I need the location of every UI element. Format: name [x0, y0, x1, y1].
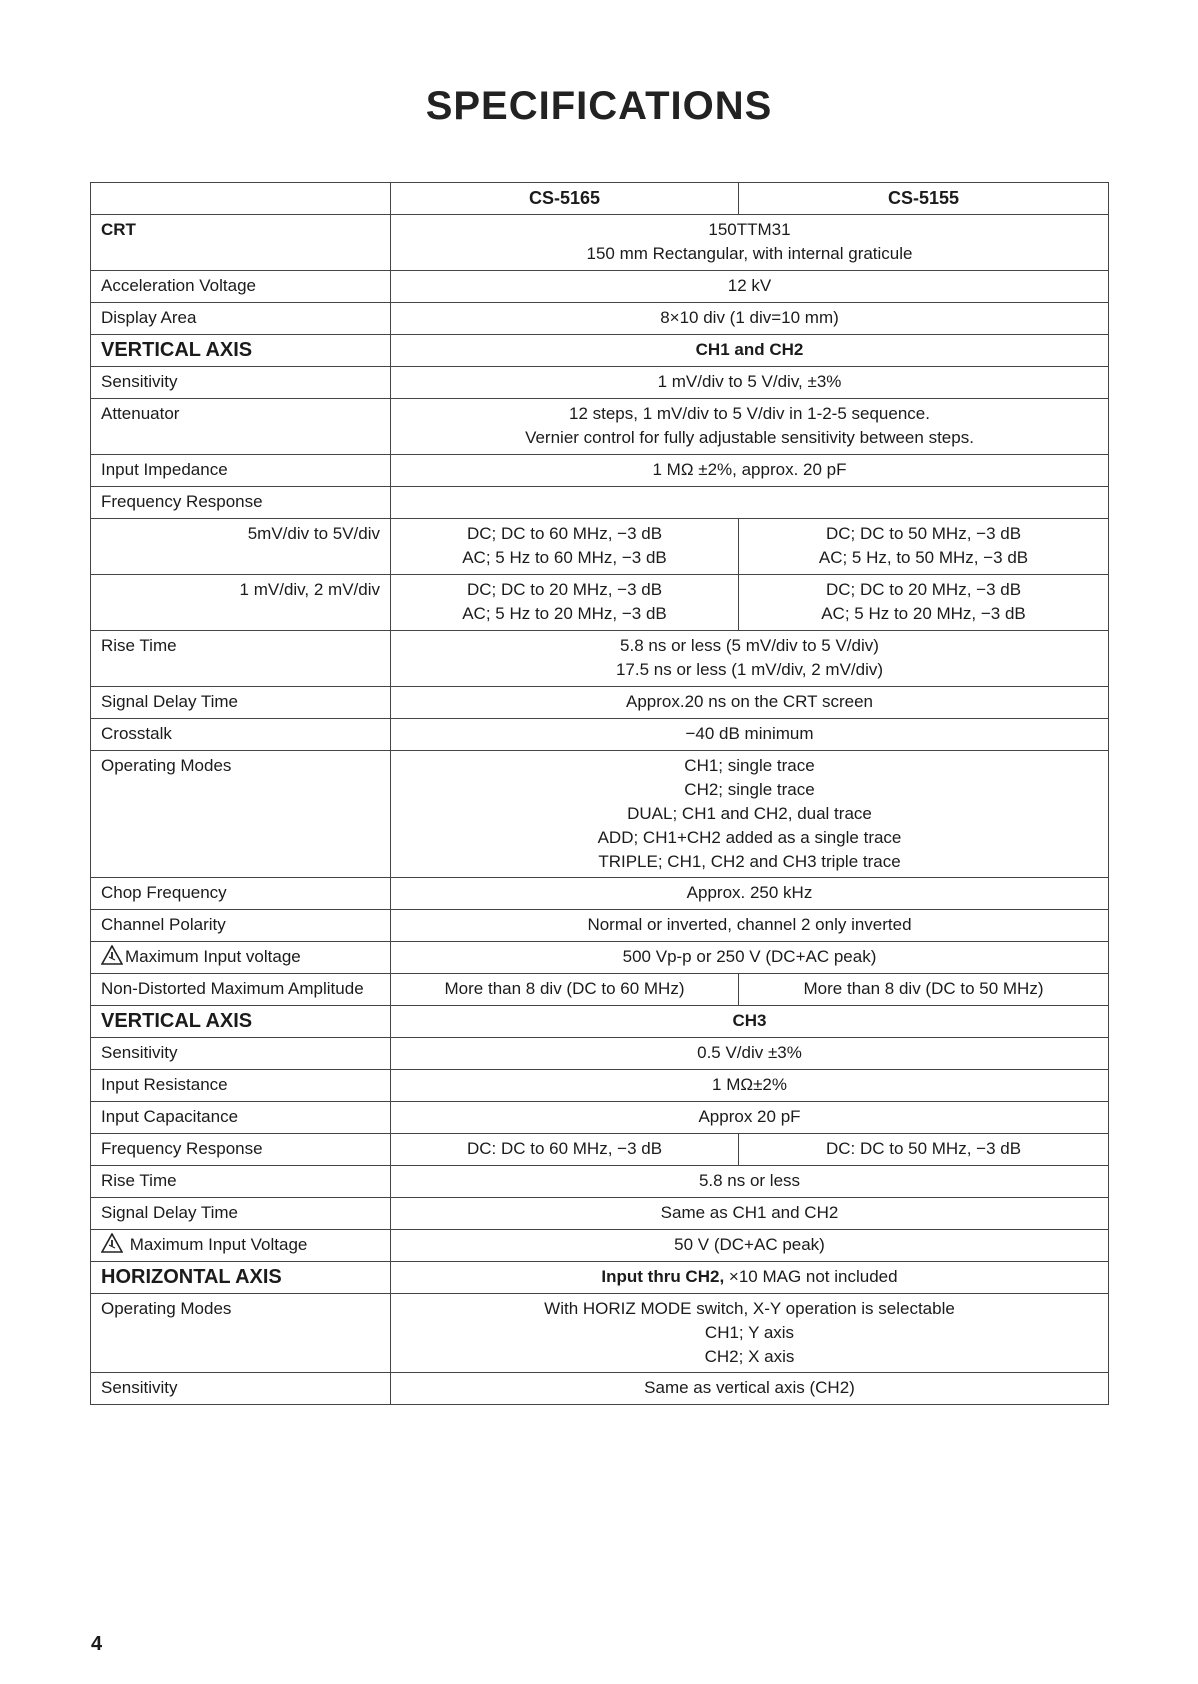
vertical-axis-heading: VERTICAL AXIS: [91, 335, 391, 367]
chop-frequency-value: Approx. 250 kHz: [391, 878, 1109, 910]
table-row: [91, 367, 1109, 399]
display-area-label: Display Area: [91, 303, 391, 335]
table-row: [91, 631, 1109, 687]
operating-mode-line: DUAL; CH1 and CH2, dual trace: [627, 804, 872, 823]
warning-icon: [101, 1233, 123, 1253]
rise-time-line-2: 17.5 ns or less (1 mV/div, 2 mV/div): [615, 660, 884, 679]
non-distorted-model-b: More than 8 div (DC to 50 MHz): [739, 974, 1109, 1006]
ch3-max-input-value: 50 V (DC+AC peak): [391, 1230, 1109, 1262]
page-title: SPECIFICATIONS: [425, 84, 773, 128]
table-row: [91, 575, 1109, 631]
table-row: [91, 1134, 1109, 1166]
table-row: [91, 215, 1109, 271]
horizontal-mode-line: CH2; X axis: [704, 1347, 795, 1366]
horizontal-sensitivity-label: Sensitivity: [91, 1373, 391, 1405]
attenuator-label: Attenuator: [91, 399, 391, 455]
freq-1mv-b-dc: DC; DC to 20 MHz, −3 dB: [825, 580, 1022, 599]
frequency-response-label: Frequency Response: [91, 487, 391, 519]
ch3-signal-delay-label: Signal Delay Time: [91, 1198, 391, 1230]
max-input-value: 500 Vp-p or 250 V (DC+AC peak): [391, 942, 1109, 974]
channel-polarity-label: Channel Polarity: [91, 910, 391, 942]
ch3-signal-delay-value: Same as CH1 and CH2: [391, 1198, 1109, 1230]
table-row: [91, 271, 1109, 303]
horizontal-axis-heading: HORIZONTAL AXIS: [91, 1262, 391, 1294]
table-row: [91, 1198, 1109, 1230]
freq-5mv-a-dc: DC; DC to 60 MHz, −3 dB: [466, 524, 663, 543]
freq-range-5mv-label: 5mV/div to 5V/div: [91, 519, 391, 575]
ch3-max-input-label: Maximum Input Voltage: [129, 1235, 308, 1254]
crt-line-2: 150 mm Rectangular, with internal graticule: [586, 244, 913, 263]
non-distorted-label: Non-Distorted Maximum Amplitude: [91, 974, 391, 1006]
table-row: [91, 719, 1109, 751]
model-b-header: CS-5155: [739, 183, 1109, 215]
freq-range-1mv-model-b: [739, 575, 1109, 631]
table-row: [91, 303, 1109, 335]
ch3-frequency-response-model-a: DC: DC to 60 MHz, −3 dB: [391, 1134, 739, 1166]
crt-value: [391, 215, 1109, 271]
sensitivity-value: 1 mV/div to 5 V/div, ±3%: [391, 367, 1109, 399]
specifications-table: [90, 182, 1109, 1405]
operating-modes-label: Operating Modes: [91, 751, 391, 878]
horizontal-operating-modes-value: [391, 1294, 1109, 1373]
vertical-ch3-channel: CH3: [391, 1006, 1109, 1038]
max-input-label-cell: [91, 942, 391, 974]
attenuator-line-2: Vernier control for fully adjustable sensitivity between steps.: [525, 428, 974, 447]
freq-1mv-a-dc: DC; DC to 20 MHz, −3 dB: [466, 580, 663, 599]
chop-frequency-label: Chop Frequency: [91, 878, 391, 910]
section-row: [91, 335, 1109, 367]
ch3-rise-time-value: 5.8 ns or less: [391, 1166, 1109, 1198]
table-row: [91, 878, 1109, 910]
rise-time-value: [391, 631, 1109, 687]
table-row: [91, 942, 1109, 974]
table-row: [91, 1070, 1109, 1102]
freq-range-5mv-model-b: [739, 519, 1109, 575]
attenuator-line-1: 12 steps, 1 mV/div to 5 V/div in 1-2-5 sequence.: [569, 404, 930, 423]
operating-mode-line: TRIPLE; CH1, CH2 and CH3 triple trace: [598, 852, 901, 871]
signal-delay-label: Signal Delay Time: [91, 687, 391, 719]
table-row: [91, 1294, 1109, 1373]
operating-mode-line: CH2; single trace: [684, 780, 815, 799]
freq-1mv-b-ac: AC; 5 Hz to 20 MHz, −3 dB: [821, 604, 1026, 623]
signal-delay-value: Approx.20 ns on the CRT screen: [391, 687, 1109, 719]
acceleration-voltage-label: Acceleration Voltage: [91, 271, 391, 303]
horizontal-operating-modes-label: Operating Modes: [91, 1294, 391, 1373]
frequency-response-empty: [391, 487, 1109, 519]
horizontal-subtitle-bold: Input thru CH2,: [601, 1267, 725, 1286]
operating-modes-value: [391, 751, 1109, 878]
attenuator-value: [391, 399, 1109, 455]
table-row: [91, 910, 1109, 942]
horizontal-subtitle: [391, 1262, 1109, 1294]
ch3-sensitivity-value: 0.5 V/div ±3%: [391, 1038, 1109, 1070]
ch3-max-input-label-cell: [91, 1230, 391, 1262]
freq-range-5mv-model-a: [391, 519, 739, 575]
freq-5mv-b-dc: DC; DC to 50 MHz, −3 dB: [825, 524, 1022, 543]
table-row: [91, 751, 1109, 878]
freq-5mv-b-ac: AC; 5 Hz, to 50 MHz, −3 dB: [818, 548, 1029, 567]
ch3-input-resistance-value: 1 MΩ±2%: [391, 1070, 1109, 1102]
horizontal-subtitle-rest: ×10 MAG not included: [724, 1267, 898, 1286]
rise-time-label: Rise Time: [91, 631, 391, 687]
table-row: [91, 1102, 1109, 1134]
header-empty-cell: [91, 183, 391, 215]
input-impedance-label: Input Impedance: [91, 455, 391, 487]
max-input-label: Maximum Input voltage: [125, 947, 301, 966]
crosstalk-value: −40 dB minimum: [391, 719, 1109, 751]
table-row: [91, 399, 1109, 455]
table-row: [91, 519, 1109, 575]
horizontal-sensitivity-value: Same as vertical axis (CH2): [391, 1373, 1109, 1405]
table-row: [91, 1373, 1109, 1405]
vertical-axis-ch3-heading: VERTICAL AXIS: [91, 1006, 391, 1038]
crt-label: CRT: [91, 215, 391, 271]
table-row: [91, 487, 1109, 519]
rise-time-line-1: 5.8 ns or less (5 mV/div to 5 V/div): [620, 636, 879, 655]
table-row: [91, 455, 1109, 487]
freq-1mv-a-ac: AC; 5 Hz to 20 MHz, −3 dB: [462, 604, 667, 623]
vertical-channels: CH1 and CH2: [391, 335, 1109, 367]
non-distorted-model-a: More than 8 div (DC to 60 MHz): [391, 974, 739, 1006]
ch3-frequency-response-model-b: DC: DC to 50 MHz, −3 dB: [739, 1134, 1109, 1166]
operating-mode-line: CH1; single trace: [684, 756, 815, 775]
table-header-row: [91, 183, 1109, 215]
section-row: [91, 1006, 1109, 1038]
crt-line-1: 150TTM31: [708, 220, 791, 239]
model-a-header: CS-5165: [391, 183, 739, 215]
freq-range-1mv-model-a: [391, 575, 739, 631]
horizontal-mode-line: CH1; Y axis: [704, 1323, 795, 1342]
ch3-frequency-response-label: Frequency Response: [91, 1134, 391, 1166]
ch3-input-capacitance-value: Approx 20 pF: [391, 1102, 1109, 1134]
warning-icon: [101, 945, 123, 965]
ch3-input-resistance-label: Input Resistance: [91, 1070, 391, 1102]
table-row: [91, 1166, 1109, 1198]
horizontal-mode-line: With HORIZ MODE switch, X-Y operation is selectable: [544, 1299, 955, 1318]
input-impedance-value: 1 MΩ ±2%, approx. 20 pF: [391, 455, 1109, 487]
ch3-sensitivity-label: Sensitivity: [91, 1038, 391, 1070]
ch3-input-capacitance-label: Input Capacitance: [91, 1102, 391, 1134]
operating-mode-line: ADD; CH1+CH2 added as a single trace: [597, 828, 902, 847]
table-row: [91, 1038, 1109, 1070]
acceleration-voltage-value: 12 kV: [391, 271, 1109, 303]
page-number: 4: [91, 1633, 103, 1655]
freq-5mv-a-ac: AC; 5 Hz to 60 MHz, −3 dB: [462, 548, 667, 567]
table-row: [91, 974, 1109, 1006]
table-row: [91, 1230, 1109, 1262]
freq-range-1mv-label: 1 mV/div, 2 mV/div: [91, 575, 391, 631]
crosstalk-label: Crosstalk: [91, 719, 391, 751]
display-area-value: 8×10 div (1 div=10 mm): [391, 303, 1109, 335]
sensitivity-label: Sensitivity: [91, 367, 391, 399]
table-row: [91, 687, 1109, 719]
section-row: [91, 1262, 1109, 1294]
ch3-rise-time-label: Rise Time: [91, 1166, 391, 1198]
channel-polarity-value: Normal or inverted, channel 2 only inverted: [391, 910, 1109, 942]
